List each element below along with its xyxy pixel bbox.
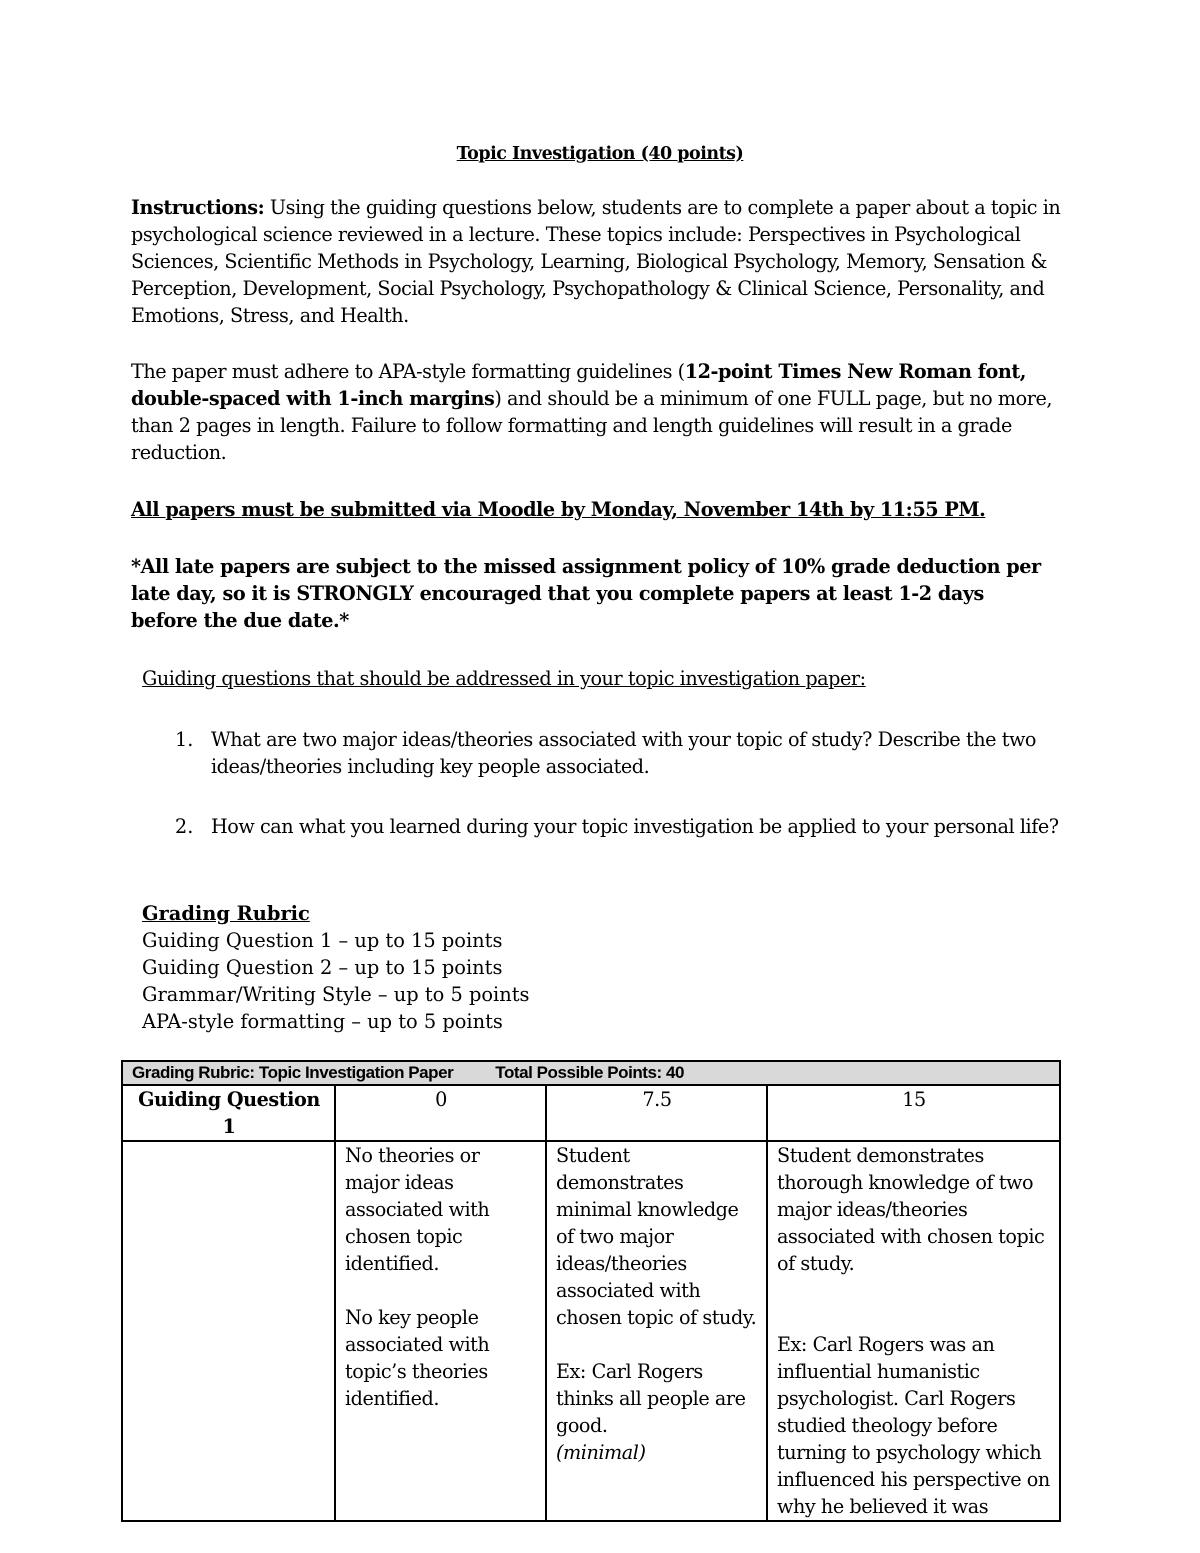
column-header-score-0: 0 [335,1085,546,1141]
score-15-example: Ex: Carl Rogers was an influential humanistic psychologist. Carl Rogers studied theology before turning to psychology which influenced his perspective on why he believed it was [777,1333,1050,1518]
rubric-table-header [122,1061,1060,1085]
rubric-table [121,1060,1061,1522]
rubric-item: Guiding Question 2 – up to 15 points [142,956,503,979]
column-header-score-15: 15 [767,1085,1060,1141]
score-0-cell [335,1141,546,1521]
rubric-table-column-headers [122,1085,1060,1141]
rubric-item: Grammar/Writing Style – up to 5 points [142,983,530,1006]
score-0-description: No theories or major ideas associated with chosen topic identified. [345,1144,490,1275]
instructions-paragraph [131,194,1071,329]
column-header-criterion: Guiding Question 1 [122,1085,335,1141]
grading-rubric-heading: Grading Rubric [142,902,310,925]
score-7-5-description: Student demonstrates minimal knowledge of two major ideas/theories associated with chosen topic of study. [556,1144,757,1329]
question-2-number: 2. [175,815,194,838]
instructions-text: Using the guiding questions below, students are to complete a paper about a topic in psychological science reviewed in a lecture. These topics include: Perspectives in Psychological Sciences, Scientific Methods in Psychology, Learning, Biological Psychology, Memory, Sensation & Perception, Development, Social Psychology, Psychopathology & Clinical Science, Personality, and Emotions, Stress, and Health. [131,196,1061,327]
rubric-table-total-points: Total Possible Points: 40 [495,1063,684,1082]
table-row [122,1141,1060,1521]
grading-rubric-summary [142,900,1042,1035]
score-7-5-cell [546,1141,767,1521]
score-7-5-tag: (minimal) [556,1441,646,1464]
guiding-questions-intro: Guiding questions that should be addressed in your topic investigation paper: [142,667,866,690]
rubric-table-header-row [122,1061,1060,1085]
formatting-text-2: ) and should be a minimum of one FULL page, but no more, than 2 pages in length. Failure to follow formatting and length guidelines will result in a grade reduction. [131,387,1053,464]
rubric-item: Guiding Question 1 – up to 15 points [142,929,503,952]
formatting-bold: 12-point Times New Roman font, double-spaced with 1-inch margins [131,360,1027,410]
rubric-item: APA-style formatting – up to 5 points [142,1010,503,1033]
question-1-text: What are two major ideas/theories associated with your topic of study? Describe the two ideas/theories including key people associated. [211,728,1037,778]
column-header-score-7-5: 7.5 [546,1085,767,1141]
score-15-description: Student demonstrates thorough knowledge of two major ideas/theories associated with chosen topic of study. [777,1144,1045,1275]
formatting-text-1: The paper must adhere to APA-style formatting guidelines ( [131,360,685,383]
score-7-5-example: Ex: Carl Rogers thinks all people are good. [556,1360,746,1437]
formatting-paragraph [131,358,1071,466]
question-2-text: How can what you learned during your topic investigation be applied to your personal life? [211,815,1059,838]
rubric-table-title: Grading Rubric: Topic Investigation Paper [132,1063,454,1082]
late-policy: *All late papers are subject to the missed assignment policy of 10% grade deduction per late day, so it is STRONGLY encouraged that you complete papers at least 1-2 days before the due date.* [131,555,1041,632]
question-1-number: 1. [175,728,194,751]
score-0-people: No key people associated with topic’s theories identified. [345,1306,490,1410]
deadline-notice: All papers must be submitted via Moodle by Monday, November 14th by 11:55 PM. [131,498,986,521]
row-label-cell [122,1141,335,1521]
score-15-cell [767,1141,1060,1521]
instructions-label: Instructions: [131,196,265,219]
page-title: Topic Investigation (40 points) [456,144,744,164]
